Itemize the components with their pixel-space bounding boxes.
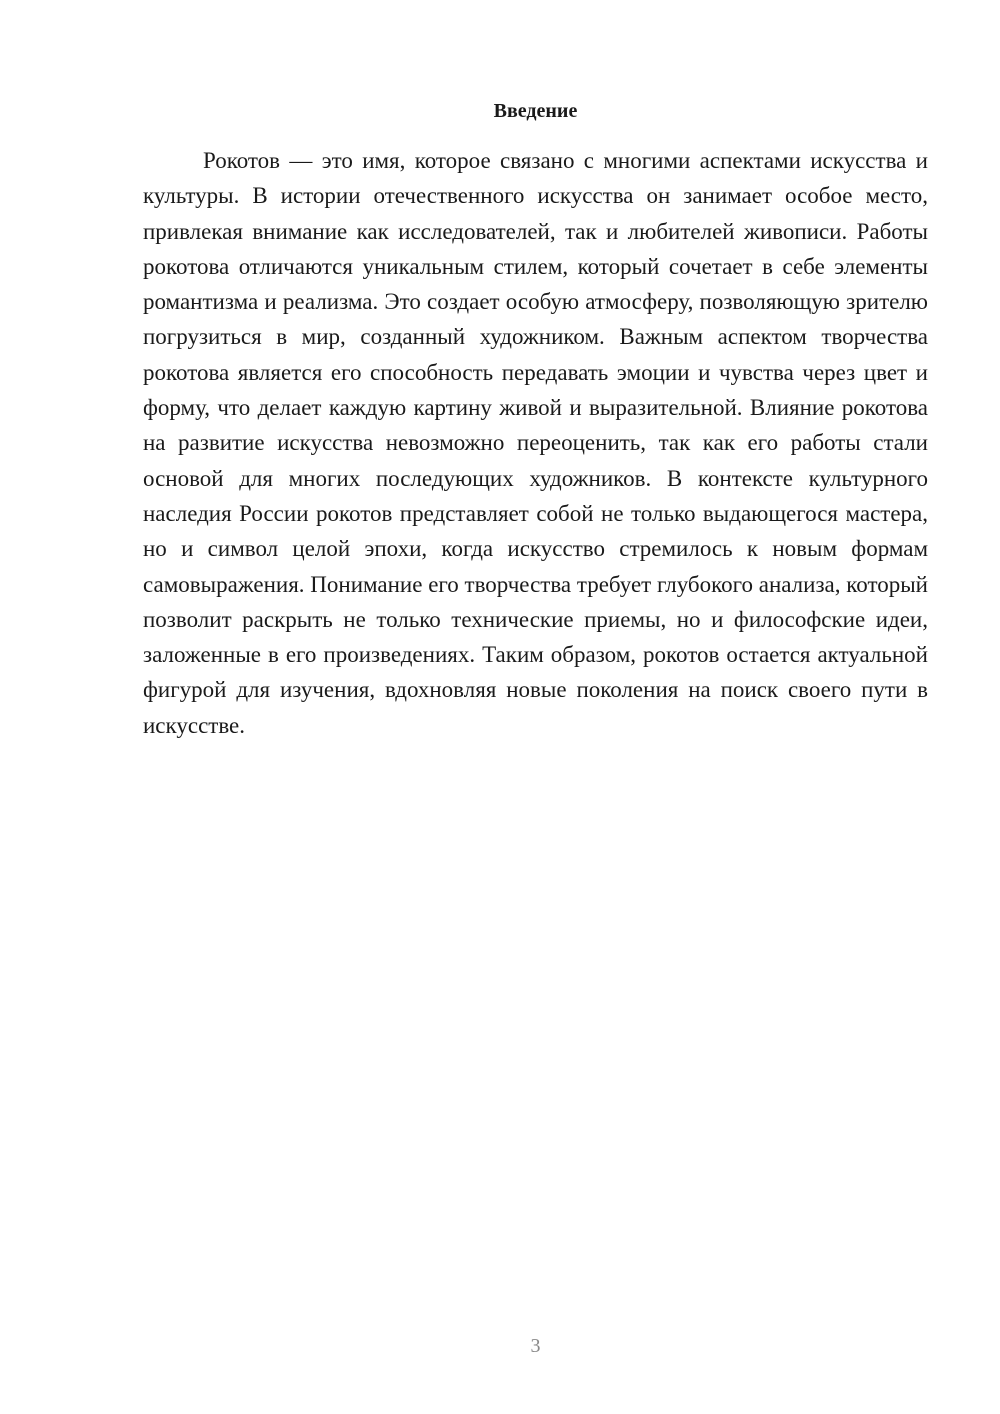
page-number: 3 [530, 1335, 541, 1357]
body-paragraph: Рокотов — это имя, которое связано с многими аспектами искусства и культуры. В истории отечественного искусства он занимает особое место, привлекая внимание как исследователей, так и любителей живописи. Работы рокотова отличаются уникальным стилем, который сочетает в себе элементы романтизма и реализма. Это создает особую атмосферу, позволяющую зрителю погрузиться в мир, созданный художником. Важным аспектом творчества рокотова является его способность передавать эмоции и чувства через цвет и форму, что делает каждую картину живой и выразительной. Влияние рокотова на развитие искусства невозможно переоценить, так как его работы стали основой для многих последующих художников. В контексте культурного наследия России рокотов представляет собой не только выдающегося мастера, но и символ целой эпохи, когда искусство стремилось к новым формам самовыражения. Понимание его творчества требует глубокого анализа, который позволит раскрыть не только технические приемы, но и философские идеи, заложенные в его произведениях. Таким образом, рокотов остается актуальной фигурой для изучения, вдохновляя новые поколения на поиск своего пути в искусстве. [143, 148, 928, 738]
section-heading: Введение [493, 100, 578, 122]
